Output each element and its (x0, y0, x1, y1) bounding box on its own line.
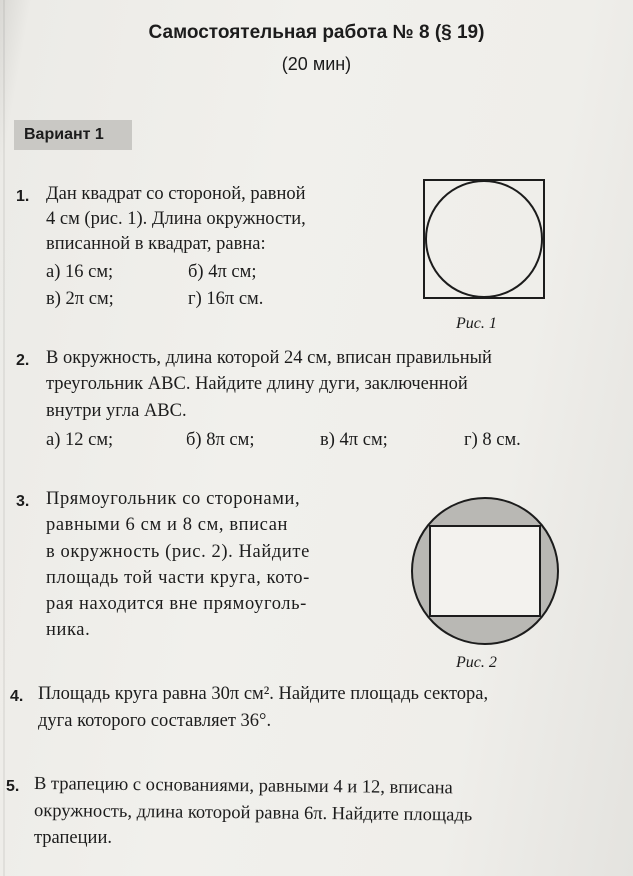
page-title: Самостоятельная работа № 8 (§ 19) (148, 22, 485, 43)
problem-3-line-6: ника. (46, 620, 91, 640)
problem-5-line-1: В трапецию с основаниями, равными 4 и 12, вписана (33, 774, 453, 799)
figure-2-caption: Рис. 2 (456, 654, 497, 671)
problem-1-line-1: Дан квадрат со стороной, равной (46, 184, 306, 204)
problem-1-answer-d: г) 16π см. (188, 289, 264, 309)
problem-2-answer-c: в) 4π см; (320, 430, 388, 450)
problem-4-line-2: дуга которого составляет 36°. (38, 711, 272, 731)
problem-5-line-2: окружность, длина которой равна 6π. Найдите площадь (33, 801, 473, 826)
problem-2-line-2: треугольник ABC. Найдите длину дуги, заключенной (46, 374, 468, 394)
problem-1-answer-c: в) 2π см; (46, 289, 114, 309)
problem-3-line-5: рая находится вне прямоуголь- (46, 594, 307, 614)
variant-label: Вариант 1 (14, 120, 132, 150)
page-edge (3, 0, 5, 876)
figure-1-caption: Рис. 1 (456, 315, 497, 332)
problem-1-answer-b: б) 4π см; (188, 262, 257, 282)
problem-5-line-3: трапеции. (34, 828, 112, 848)
figure-1-square-with-inscribed-circle (420, 176, 548, 302)
problem-4-line-1: Площадь круга равна 30π см². Найдите площадь сектора, (38, 684, 489, 704)
problem-3-line-2: равными 6 см и 8 см, вписан (46, 515, 289, 535)
problem-1-number: 1. (16, 188, 30, 205)
figure-2-rectangle-in-circle (402, 490, 568, 652)
problem-2-answer-b: б) 8π см; (186, 430, 255, 450)
problem-1-line-3: вписанной в квадрат, равна: (46, 234, 266, 254)
problem-1-line-2: 4 см (рис. 1). Длина окружности, (46, 209, 306, 229)
problem-2-answer-d: г) 8 см. (464, 430, 521, 450)
problem-2-answer-a: а) 12 см; (46, 430, 114, 450)
problem-2-line-1: В окружность, длина которой 24 см, вписан правильный (46, 348, 492, 368)
problem-3-number: 3. (16, 493, 30, 510)
problem-4-number: 4. (10, 688, 24, 705)
problem-5-number: 5. (6, 778, 20, 795)
problem-1-answer-a: а) 16 см; (46, 262, 114, 282)
problem-2-number: 2. (16, 352, 30, 369)
problem-3-line-4: площадь той части круга, кото- (46, 568, 310, 588)
problem-3-line-3: в окружность (рис. 2). Найдите (46, 542, 310, 562)
page-subtitle: (20 мин) (281, 54, 352, 74)
problem-2-line-3: внутри угла ABC. (46, 401, 187, 421)
problem-3-line-1: Прямоугольник со сторонами, (46, 489, 301, 509)
